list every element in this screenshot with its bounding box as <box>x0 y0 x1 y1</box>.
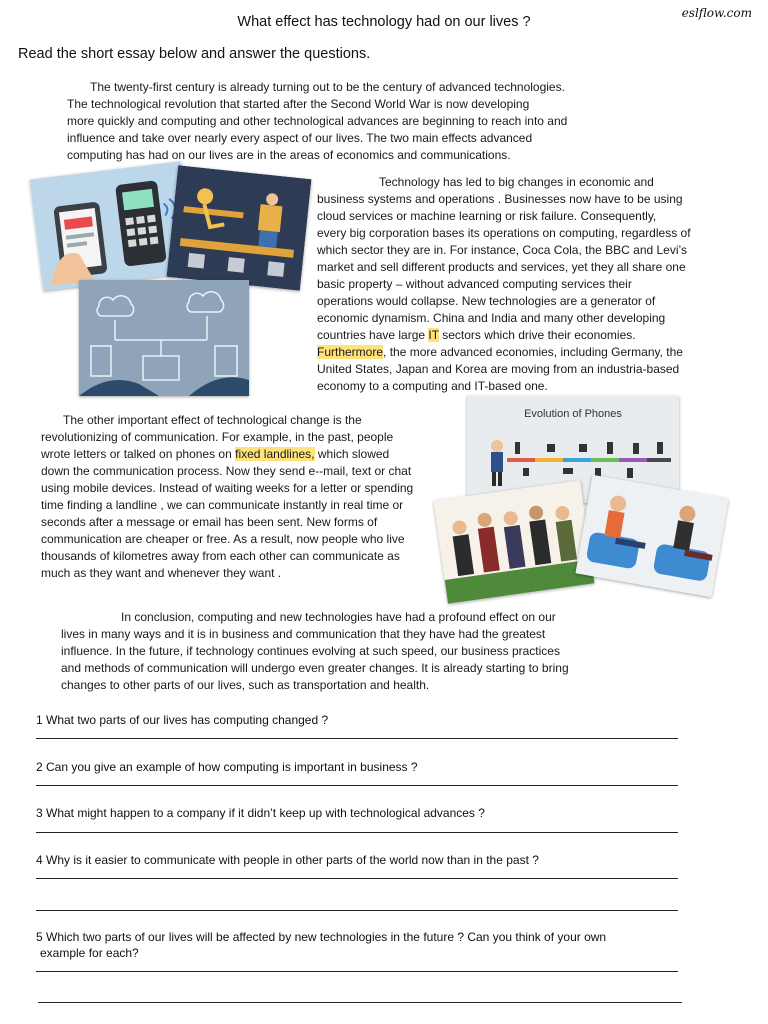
question-5-continued: example for each? <box>40 946 139 960</box>
essay-line: United States, Japan and Korea are moving from an industria-based <box>317 362 680 376</box>
essay-line: down the communication process. Now they send e--mail, text or chat <box>41 464 412 478</box>
question-1: 1 What two parts of our lives has computing changed ? <box>36 713 329 727</box>
essay-line: basic property – without advanced computing services their <box>317 277 632 291</box>
essay-line: Technology has led to big changes in economic and <box>379 175 654 189</box>
essay-line: operations would collapse. New technologies are a generator of <box>317 294 656 308</box>
essay-line: seconds after a message or email has been sent. New forms of <box>41 515 378 529</box>
text-segment: , the more advanced economies, including Germany, the <box>383 345 683 359</box>
answer-line[interactable] <box>36 832 678 833</box>
answer-line[interactable] <box>36 878 678 879</box>
question-5: 5 Which two parts of our lives will be affected by new technologies in the future ? Can you think of your own <box>36 930 607 944</box>
cloud-network-image <box>79 280 249 396</box>
answer-line[interactable] <box>36 910 678 911</box>
factory-robots-image <box>167 165 312 290</box>
essay-line: The other important effect of technological change is the <box>63 413 362 427</box>
essay-paragraph-4 <box>61 609 569 694</box>
essay-line: much as they want and whenever they want . <box>41 566 282 580</box>
phones-title: Evolution of Phones <box>524 408 622 420</box>
essay-line <box>317 344 691 361</box>
essay-line: thousands of kilometres away from each other can communicate as <box>41 549 400 563</box>
answer-line[interactable] <box>36 738 678 739</box>
essay-line: using mobile devices. Instead of waiting weeks for a letter or spending <box>41 481 414 495</box>
page-title: What effect has technology had on our lives ? <box>237 14 531 30</box>
essay-line: cloud services or machine learning or risk failure. Consequently, <box>317 209 657 223</box>
essay-line: The twenty-first century is already turning out to be the century of advanced technologies. <box>90 80 565 94</box>
brand-logo: eslflow.com <box>681 6 752 20</box>
question-3: 3 What might happen to a company if it didn’t keep up with technological advances ? <box>36 806 485 820</box>
essay-paragraph-3 <box>41 412 413 582</box>
highlighted-text: Furthermore <box>317 345 384 359</box>
answer-line[interactable] <box>36 785 678 786</box>
text-segment: sectors which drive their economies. <box>438 328 636 342</box>
people-sitting-image <box>575 475 728 597</box>
essay-line: more quickly and computing and other technological advances are beginning to reach into and <box>67 114 568 128</box>
essay-line: influence. In the future, if technology continues evolving at such speed, our business practices <box>61 644 560 658</box>
answer-line[interactable] <box>38 1002 682 1003</box>
essay-line: time finding a landline , we can communicate instantly in real time or <box>41 498 404 512</box>
question-2: 2 Can you give an example of how computing is important in business ? <box>36 760 418 774</box>
essay-line: changes to other parts of our lives, such as transportation and health. <box>61 678 430 692</box>
highlighted-text: IT <box>428 328 439 342</box>
highlighted-text: fixed landlines, <box>235 447 315 461</box>
essay-line: revolutionizing of communication. For example, in the past, people <box>41 430 394 444</box>
essay-line: which sector they are in. For instance, Coca Cola, the BBC and Levi’s <box>317 243 687 257</box>
essay-line: and methods of communication will undergo even greater changes. It is already starting to bring <box>61 661 569 675</box>
essay-line <box>41 446 413 463</box>
essay-line: influence and take over nearly every aspect of our lives. The two main effects advanced <box>67 131 533 145</box>
essay-line: communication are cheaper or free. As a result, now people who live <box>41 532 405 546</box>
essay-line: computing has had on our lives are in the areas of economics and communications. <box>67 148 511 162</box>
essay-line: lives in many ways and it is in business and communication that they have had the greatest <box>61 627 546 641</box>
text-segment: which slowed <box>314 447 390 461</box>
essay-line: market and sell different products and services, yet they all share one <box>317 260 686 274</box>
question-4: 4 Why is it easier to communicate with people in other parts of the world now than in the past ? <box>36 853 539 867</box>
instruction-text: Read the short essay below and answer the questions. <box>18 46 371 62</box>
essay-line: business systems and operations . Businesses now have to be using <box>317 192 683 206</box>
answer-line[interactable] <box>36 971 678 972</box>
essay-paragraph-1 <box>67 79 567 164</box>
essay-line: economy to a computing and IT-based one. <box>317 379 548 393</box>
essay-line <box>317 327 691 344</box>
essay-paragraph-2 <box>317 174 691 395</box>
essay-line: The technological revolution that started after the Second World War is now developing <box>67 97 530 111</box>
essay-line: In conclusion, computing and new technologies have had a profound effect on our <box>121 610 556 624</box>
people-with-phones-image <box>433 480 594 604</box>
text-segment: countries have large <box>317 328 429 342</box>
essay-line: economic dynamism. China and India and many other developing <box>317 311 666 325</box>
essay-line: every big corporation bases its operations on computing, regardless of <box>317 226 691 240</box>
text-segment: wrote letters or talked on phones on <box>41 447 236 461</box>
